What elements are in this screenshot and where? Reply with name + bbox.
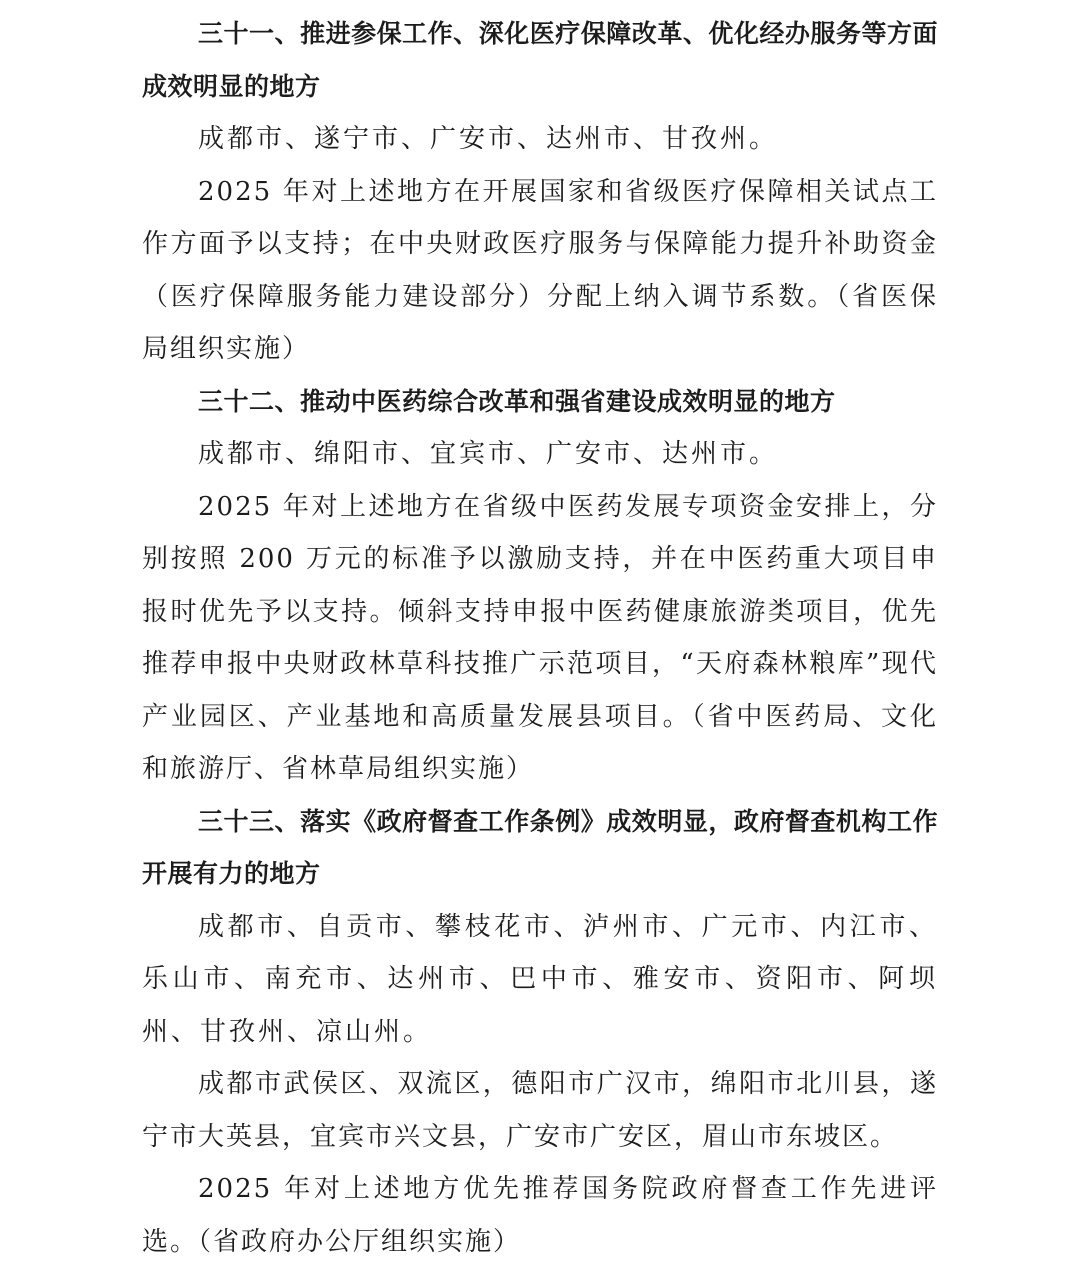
- section-33-support-text: 2025 年对上述地方优先推荐国务院政府督查工作先进评选。（省政府办公厅组织实施）: [142, 1174, 938, 1257]
- section-32-cities: 成都市、绵阳市、宜宾市、广安市、达州市。: [198, 439, 779, 469]
- section-33-cities: 成都市、自贡市、攀枝花市、泸州市、广元市、内江市、乐山市、南充市、达州市、巴中市、雅安市、资阳市、阿坝州、甘孜州、凉山州。: [142, 911, 938, 1047]
- section-31-heading: 三十一、推进参保工作、深化医疗保障改革、优化经办服务等方面成效明显的地方: [142, 19, 938, 101]
- section-32-heading: 三十二、推动中医药综合改革和强省建设成效明显的地方: [198, 386, 836, 416]
- document-page: [142, 8, 938, 1268]
- section-32-support-text: 2025 年对上述地方在省级中医药发展专项资金安排上，分别按照 200 万元的标准予以激励支持，并在中医药重大项目申报时优先予以支持。倾斜支持申报中医药健康旅游类项目，优先推荐申报中央财政林草科技推广示范项目，“天府森林粮库”现代产业园区、产业基地和高质量发展县项目。（省中医药局、文化和旅游厅、省林草局组织实施）: [142, 491, 938, 784]
- section-31-support-text: 2025 年对上述地方在开展国家和省级医疗保障相关试点工作方面予以支持；在中央财政医疗服务与保障能力提升补助资金（医疗保障服务能力建设部分）分配上纳入调节系数。（省医保局组织实施）: [142, 176, 938, 364]
- section-33-counties: 成都市武侯区、双流区，德阳市广汉市，绵阳市北川县，遂宁市大英县，宜宾市兴文县，广安市广安区，眉山市东坡区。: [142, 1069, 938, 1152]
- section-33-heading: 三十三、落实《政府督查工作条例》成效明显，政府督查机构工作开展有力的地方: [142, 806, 938, 888]
- section-31-cities: 成都市、遂宁市、广安市、达州市、甘孜州。: [198, 124, 779, 154]
